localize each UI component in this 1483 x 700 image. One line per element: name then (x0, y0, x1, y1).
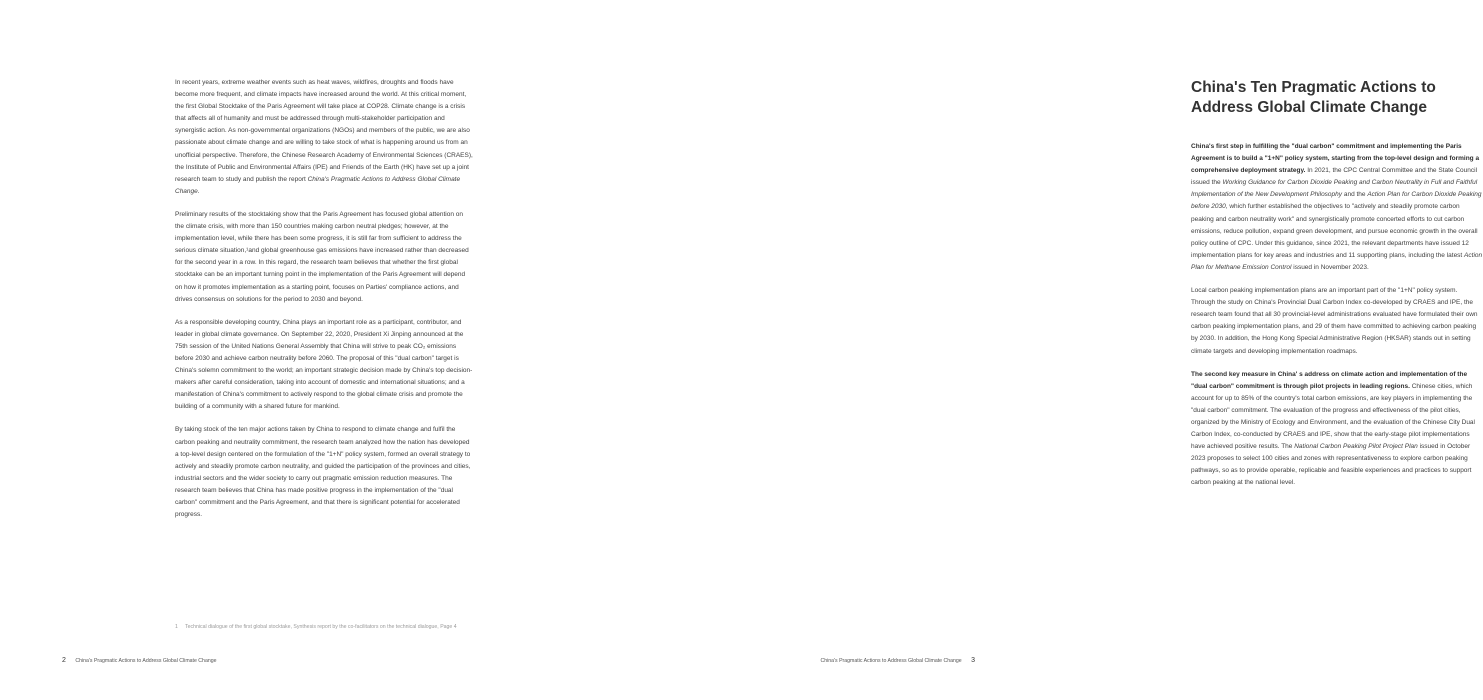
local-plans-paragraph: Local carbon peaking implementation plans are an important part of the "1+N" policy system. Through the study on China's Provincial Dual Carbon Index co-developed by CRAES and IPE, the research team found that all 30 provincial-level administrations evaluated have formulated their own carbon peaking implementation plans, and 29 of them have committed to achieving carbon peaking by 2030. In addition, the Hong Kong Special Administrative Region (HKSAR) stands out in setting climate targets and developing implementation roadmaps. (1191, 287, 1478, 355)
footnote-text: Technical dialogue of the first global stocktake, Synthesis report by the co-facilitators on the technical dialogue, Page 4 (185, 624, 457, 630)
china-role-paragraph: As a responsible developing country, China plays an important role as a participant, contributor, and leader in global climate governance. On September 22, 2020, President Xi Jinping announced at the 75th session of the United Nations General Assembly that China will strive to peak CO₂ emissions before 2030 and achieve carbon neutrality before 2060. The proposal of this "dual carbon" target is China's solemn commitment to the world; an important strategic decision made by China's top decision-makers after careful consideration, taking into account of domestic and international situations; and a manifestation of China's commitment to actively respond to the global climate crisis and promote the building of a community with a shared future for mankind. (175, 318, 473, 411)
left-footer (54, 657, 216, 665)
stocktake-paragraph: Preliminary results of the stocktaking show that the Paris Agreement has focused global attention on the climate crisis, with more than 150 countries making carbon neutral pledges; however, at the implementation level, while there has been some progress, it is still far from sufficient to address the serious climate situation,¹and global greenhouse gas emissions have increased rather than decreased for the second year in a row. In this regard, the research team believes that whether the first global stocktake can be an important turning point in the implementation of the Paris Agreement will depend on how it promotes implementation as a starting point, focuses on Parties' compliance actions, and drives consensus on solutions for the period to 2030 and beyond. (175, 210, 469, 303)
running-title-right: China's Pragmatic Actions to Address Global Climate Change (820, 658, 962, 664)
footnote (175, 623, 473, 631)
right-footer (821, 657, 983, 665)
running-title-left: China's Pragmatic Actions to Address Global Climate Change (75, 658, 217, 664)
page-number-right: 3 (971, 657, 975, 664)
footnote-number: 1 (175, 624, 178, 630)
second-measure-paragraph: The second key measure in China' s address on climate action and implementation of the "dual carbon" commitment is through pilot projects in leading regions. Chinese cities, which account for up to 85% of the country's total carbon emissions, are key players in implementing the "dual carbon" commitment. The evaluation of the progress and effectiveness of the pilot cities, organized by the Ministry of Ecology and Environment, and the evaluation of the Chinese City Dual Carbon Index, co-conducted by CRAES and IPE, show that the early-stage pilot implementations have achieved positive results. The National Carbon Peaking Pilot Project Plan issued in October 2023 proposes to select 100 cities and zones with representativeness to explore carbon peaking pathways, so as to provide operable, replicable and feasible experiences and practices to support carbon peaking at the national level. (1191, 370, 1475, 487)
left-body-column (175, 77, 473, 532)
right-body-column (1191, 78, 1483, 501)
left-page (0, 0, 512, 700)
first-step-paragraph: China's first step in fulfilling the "dual carbon" commitment and implementing the Paris Agreement is to build a "1+N" policy system, starting from the top-level design and forming a comprehensive deployment strategy. In 2021, the CPC Central Committee and the State Council issued the Working Guidance for Carbon Dioxide Peaking and Carbon Neutrality in Full and Faithful Implementation of the New Development Philosophy and the Action Plan for Carbon Dioxide Peaking before 2030, which further established the objectives to "actively and steadily promote carbon peaking and carbon neutrality work" and synergistically promote concerted efforts to cut carbon emissions, reduce pollution, expand green development, and pursue economic growth in the overall policy outline of CPC. Under this guidance, since 2021, the relevant departments have issued 12 implementation plans for key areas and industries and 11 supporting plans, including the latest Action Plan for Methane Emission Control issued in November 2023. (1191, 143, 1483, 271)
page-number-left: 2 (62, 657, 66, 664)
intro-paragraph: In recent years, extreme weather events such as heat waves, wildfires, droughts and floods have become more frequent, and climate impacts have increased around the world. At this critical moment, the first Global Stocktake of the Paris Agreement will take place at COP28. Climate change is a crisis that affects all of humanity and must be addressed through multi-stakeholder participation and synergistic action. As non-governmental organizations (NGOs) and members of the public, we are also passionate about climate change and are willing to take stock of what is happening around us from an unofficial perspective. Therefore, the Chinese Research Academy of Environmental Sciences (CRAES), the Institute of Public and Environmental Affairs (IPE) and Friends of the Earth (HK) have set up a joint research team to study and publish the report China's Pragmatic Actions to Address Global Climate Change. (175, 79, 473, 195)
right-page (512, 0, 1483, 700)
page-title: China's Ten Pragmatic Actions to Address Global Climate Change (1191, 79, 1436, 116)
ten-actions-paragraph: By taking stock of the ten major actions taken by China to respond to climate change and fulfil the carbon peaking and neutrality commitment, the research team analyzed how the nation has developed a top-level design centered on the formulation of the "1+N" policy system, formed an overall strategy to actively and steadily promote carbon neutrality, and guided the participation of the provinces and cities, industrial sectors and the wider society to carry out pragmatic emission reduction measures. The research team believes that China has made positive progress in the implementation of the "dual carbon" commitment and the Paris Agreement, and that there is significant potential for accelerated progress. (175, 426, 471, 519)
